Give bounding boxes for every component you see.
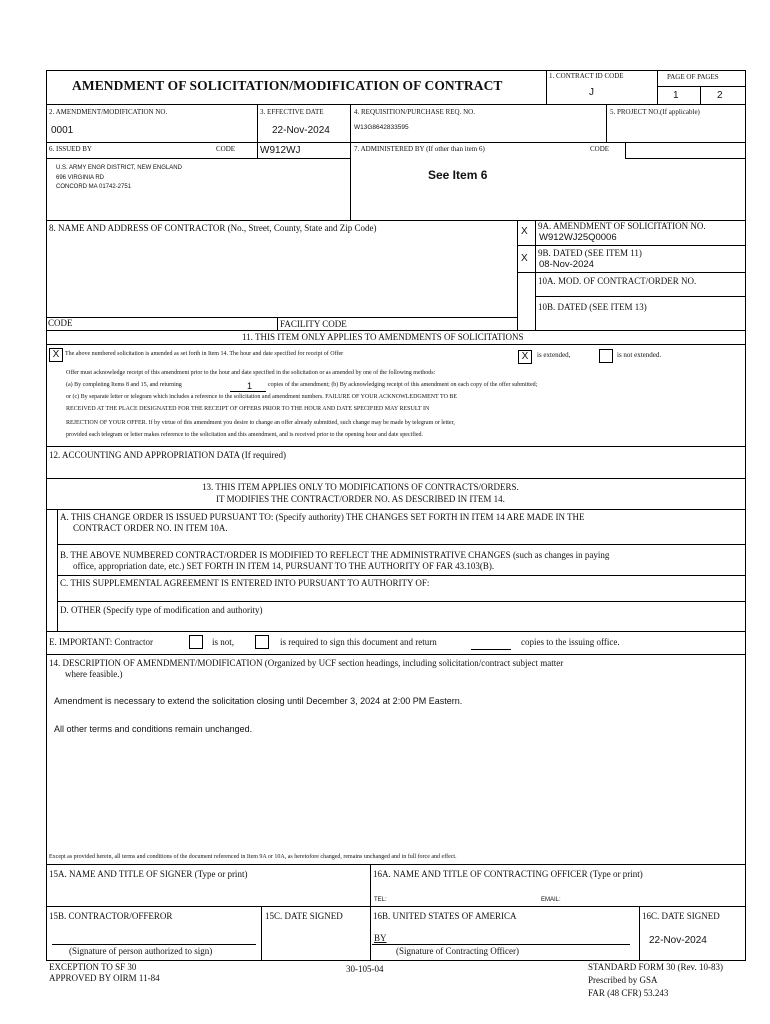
page-number: 1 [673, 90, 679, 101]
extended-checkbox[interactable]: X [518, 350, 532, 364]
important-label: E. IMPORTANT: Contractor [49, 637, 154, 647]
item-12-label: 12. ACCOUNTING AND APPROPRIATION DATA (If required) [49, 450, 287, 460]
contract-id-label: 1. CONTRACT ID CODE [549, 72, 624, 80]
item-15c-label: 15C. DATE SIGNED [265, 911, 343, 921]
exception-line-2: APPROVED BY OIRM 11-84 [49, 973, 160, 983]
item-14-label-1: 14. DESCRIPTION OF AMENDMENT/MODIFICATION (Organized by UCF section headings, including solicitation/contract subject matter [49, 658, 564, 668]
issued-code-value: W912WJ [260, 145, 301, 156]
item-11-para-2a: (a) By completing Items 8 and 15, and returning [66, 382, 182, 388]
signature-officer-label: (Signature of Contracting Officer) [396, 946, 520, 956]
item-14-body-1: Amendment is necessary to extend the solicitation closing until December 3, 2024 at 2:00 PM Eastern. [54, 696, 463, 706]
item-15b-label: 15B. CONTRACTOR/OFFEROR [49, 911, 173, 921]
not-extended-label: is not extended. [617, 351, 662, 359]
not-extended-checkbox[interactable] [599, 349, 613, 363]
extended-label: is extended, [537, 351, 571, 359]
requisition-value: W13G8642833595 [354, 124, 409, 131]
copies-label: copies to the issuing office. [521, 637, 620, 647]
is-required-label: is required to sign this document and return [280, 637, 437, 647]
item-9a-value: W912WJ25Q0006 [539, 232, 617, 243]
item-13-header-1: 13. THIS ITEM APPLIES ONLY TO MODIFICATIONS OF CONTRACTS/ORDERS. [202, 482, 519, 492]
is-required-checkbox[interactable] [255, 635, 269, 649]
item-14-footer: Except as provided herein, all terms and conditions of the document referenced in Item 9A or 10A, as heretofore changed, remains unchanged and in full force and effect. [49, 854, 457, 860]
item-13b-line-2: office, appropriation date, etc.) SET FORTH IN ITEM 14, PURSUANT TO THE AUTHORITY OF FAR 43.103(B). [73, 561, 495, 571]
item-11-header: 11. THIS ITEM ONLY APPLIES TO AMENDMENTS OF SOLICITATIONS [242, 332, 524, 342]
item-13a-line-1: A. THIS CHANGE ORDER IS ISSUED PURSUANT TO: (Specify authority) THE CHANGES SET FORTH IN ITEM 14 ARE MADE IN THE [60, 512, 585, 522]
issuer-address-line-1: U.S. ARMY ENGR DISTRICT, NEW ENGLAND [56, 165, 182, 171]
item-9b-label: 9B. DATED (SEE ITEM 11) [538, 248, 642, 258]
project-no-label: 5. PROJECT NO.(If applicable) [610, 108, 700, 116]
item-15a-label: 15A. NAME AND TITLE OF SIGNER (Type or print) [49, 869, 248, 879]
item-11-para-5: REJECTION OF YOUR OFFER. If by virtue of this amendment you desire to change an offer already submitted, such change may be made by telegram or letter, [66, 420, 455, 426]
item-9b-value: 08-Nov-2024 [539, 259, 594, 270]
standard-form-label: STANDARD FORM 30 (Rev. 10-83) [588, 962, 723, 972]
solicitation-amended-checkbox[interactable]: X [49, 348, 63, 362]
signature-person-label: (Signature of person authorized to sign) [69, 946, 213, 956]
item-9a-check: X [521, 226, 528, 237]
item-11-text: The above numbered solicitation is amended as set forth in Item 14. The hour and date specified for receipt of Offer [65, 351, 344, 357]
administered-code-label: CODE [590, 145, 610, 153]
form-number-center: 30-105-04 [346, 964, 384, 974]
far-reference-label: FAR (48 CFR) 53.243 [588, 988, 669, 998]
administered-by-label: 7. ADMINISTERED BY (If other than item 6) [354, 145, 485, 153]
item-11-para-4: RECEIVED AT THE PLACE DESIGNATED FOR THE RECEIPT OF OFFERS PRIOR TO THE HOUR AND DATE SPECIFIED MAY RESULT IN [66, 406, 430, 412]
item-13c: C. THIS SUPPLEMENTAL AGREEMENT IS ENTERED INTO PURSUANT TO AUTHORITY OF: [60, 578, 430, 588]
page-total: 2 [717, 90, 723, 101]
issuer-address-line-3: CONCORD MA 01742-2751 [56, 184, 132, 190]
item-14-label-2: where feasible.) [65, 669, 123, 679]
contractor-code-label: CODE [48, 318, 73, 328]
item-13d: D. OTHER (Specify type of modification and authority) [60, 605, 263, 615]
prescribed-by-label: Prescribed by GSA [588, 975, 658, 985]
item-16a-label: 16A. NAME AND TITLE OF CONTRACTING OFFICER (Type or print) [373, 869, 643, 879]
item-11-para-2b: copies of the amendment; (b) By acknowledging receipt of this amendment on each copy of the offer submitted; [268, 382, 538, 388]
issued-code-label: CODE [216, 145, 236, 153]
tel-label: TEL: [374, 897, 387, 903]
is-not-label: is not, [212, 637, 235, 647]
item-16b-label: 16B. UNITED STATES OF AMERICA [373, 911, 517, 921]
issuer-address-line-2: 696 VIRGINIA RD [56, 175, 105, 181]
item-11-para-6: provided each telegram or letter makes reference to the solicitation and this amendment, and is received prior to the opening hour and date specified. [66, 432, 424, 438]
email-label: EMAIL: [541, 897, 561, 903]
page-of-pages-label: PAGE OF PAGES [667, 73, 719, 81]
requisition-label: 4. REQUISITION/PURCHASE REQ. NO. [354, 108, 475, 116]
item-9b-check: X [521, 253, 528, 264]
form-title: AMENDMENT OF SOLICITATION/MODIFICATION OF CONTRACT [72, 78, 503, 93]
is-not-checkbox[interactable] [189, 635, 203, 649]
item-9a-label: 9A. AMENDMENT OF SOLICITATION NO. [538, 221, 706, 231]
effective-date-value: 22-Nov-2024 [272, 125, 330, 136]
item-14-body-2: All other terms and conditions remain unchanged. [54, 724, 253, 734]
item-16c-label: 16C. DATE SIGNED [642, 911, 720, 921]
issued-by-label: 6. ISSUED BY [49, 145, 92, 153]
contract-id-value: J [589, 87, 594, 98]
item-10a-label: 10A. MOD. OF CONTRACT/ORDER NO. [538, 276, 697, 286]
item-16c-value: 22-Nov-2024 [649, 935, 707, 946]
copies-returned-value: 1 [247, 381, 253, 391]
item-11-para-3: or (c) By separate letter or telegram which includes a reference to the solicitation and amendment numbers. FAILURE OF YOUR ACKNOWLEDGMENT TO BE [66, 394, 458, 400]
facility-code-label: FACILITY CODE [280, 319, 347, 329]
effective-date-label: 3. EFFECTIVE DATE [260, 108, 324, 116]
see-item-6: See Item 6 [428, 168, 488, 182]
by-label: BY [374, 933, 387, 943]
contractor-address-label: 8. NAME AND ADDRESS OF CONTRACTOR (No., Street, County, State and Zip Code) [49, 223, 377, 233]
item-10b-label: 10B. DATED (SEE ITEM 13) [538, 302, 647, 312]
amendment-no-value: 0001 [51, 125, 74, 136]
amendment-no-label: 2. AMENDMENT/MODIFICATION NO. [49, 108, 168, 116]
item-13a-line-2: CONTRACT ORDER NO. IN ITEM 10A. [73, 523, 228, 533]
exception-line-1: EXCEPTION TO SF 30 [49, 962, 137, 972]
item-11-para-1: Offer must acknowledge receipt of this amendment prior to the hour and date specified in the solicitation or as amended by one of the following methods: [66, 370, 436, 376]
item-13-header-2: IT MODIFIES THE CONTRACT/ORDER NO. AS DESCRIBED IN ITEM 14. [216, 494, 505, 504]
item-13b-line-1: B. THE ABOVE NUMBERED CONTRACT/ORDER IS MODIFIED TO REFLECT THE ADMINISTRATIVE CHANGES (such as changes in paying [60, 550, 610, 560]
